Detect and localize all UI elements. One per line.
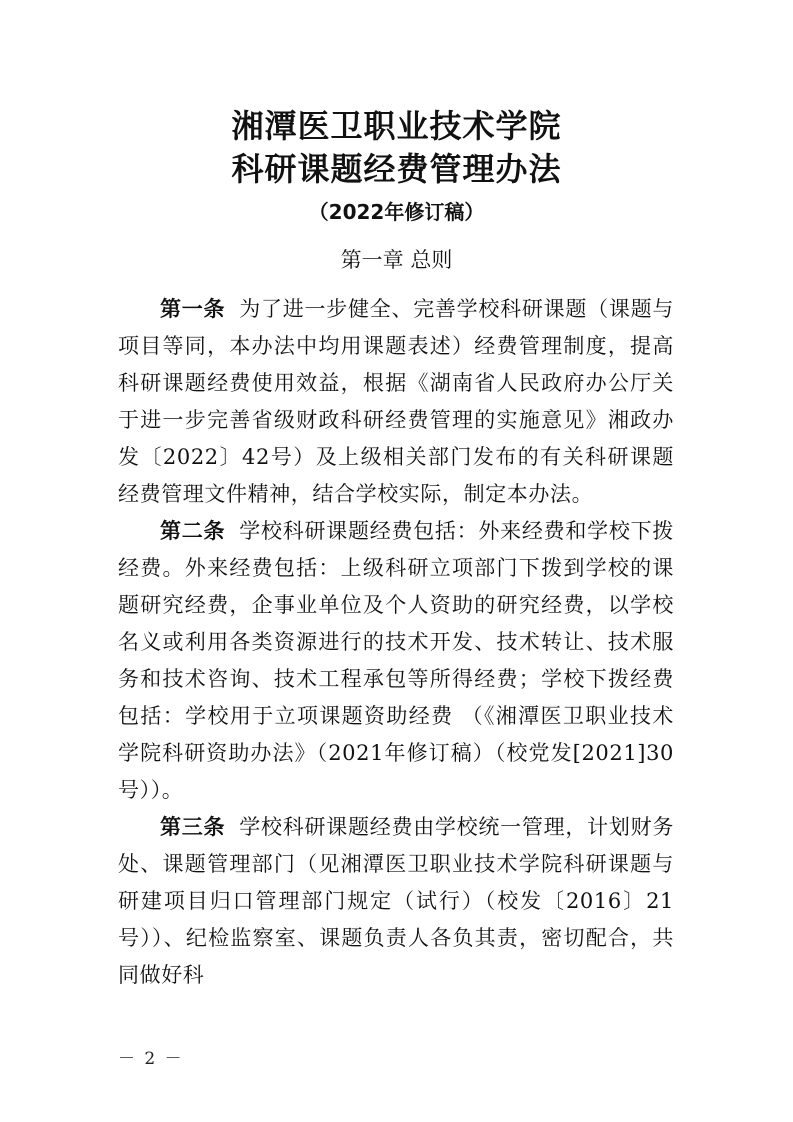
document-subtitle: （2022年修订稿）: [308, 200, 485, 224]
document-title-line1: 湘潭医卫职业技术学院: [231, 107, 562, 145]
article-text: 为了进一步健全、完善学校科研课题（课题与项目等同，本办法中均用课题表述）经费管理制度，提高科研课题经费使用效益，根据《湖南省人民政府办公厅关于进一步完善省级财政科研经费管理的实施意见》湘政办发〔2022〕42号）及上级相关部门发布的有关科研课题经费管理文件精神，结合学校实际，制定本办法。: [118, 297, 674, 506]
article-1: [118, 291, 674, 513]
document-body: [118, 291, 674, 994]
article-label: 第二条: [160, 519, 226, 543]
article-label: 第一条: [160, 297, 226, 321]
article-text: 学校科研课题经费由学校统一管理，计划财务处、课题管理部门（见湘潭医卫职业技术学院科研课题与研建项目归口管理部门规定（试行）（校发〔2016〕21号））、纪检监察室、课题负责人各负其责，密切配合，共同做好科: [118, 815, 674, 987]
document-title-line2: 科研课题经费管理办法: [231, 150, 562, 188]
page-number: － 2 －: [118, 1049, 184, 1069]
article-label: 第三条: [160, 815, 226, 839]
chapter-heading: 第一章 总则: [340, 248, 453, 272]
article-3: [118, 809, 674, 994]
article-2: [118, 513, 674, 809]
article-text: 学校科研课题经费包括：外来经费和学校下拨经费。外来经费包括：上级科研立项部门下拨到学校的课题研究经费，企事业单位及个人资助的研究经费，以学校名义或利用各类资源进行的技术开发、技术转让、技术服务和技术咨询、技术工程承包等所得经费；学校下拨经费包括：学校用于立项课题资助经费 （《湘潭医卫职业技术学院科研资助办法》（2021年修订稿）（校党发[2021]30号））。: [118, 519, 674, 802]
